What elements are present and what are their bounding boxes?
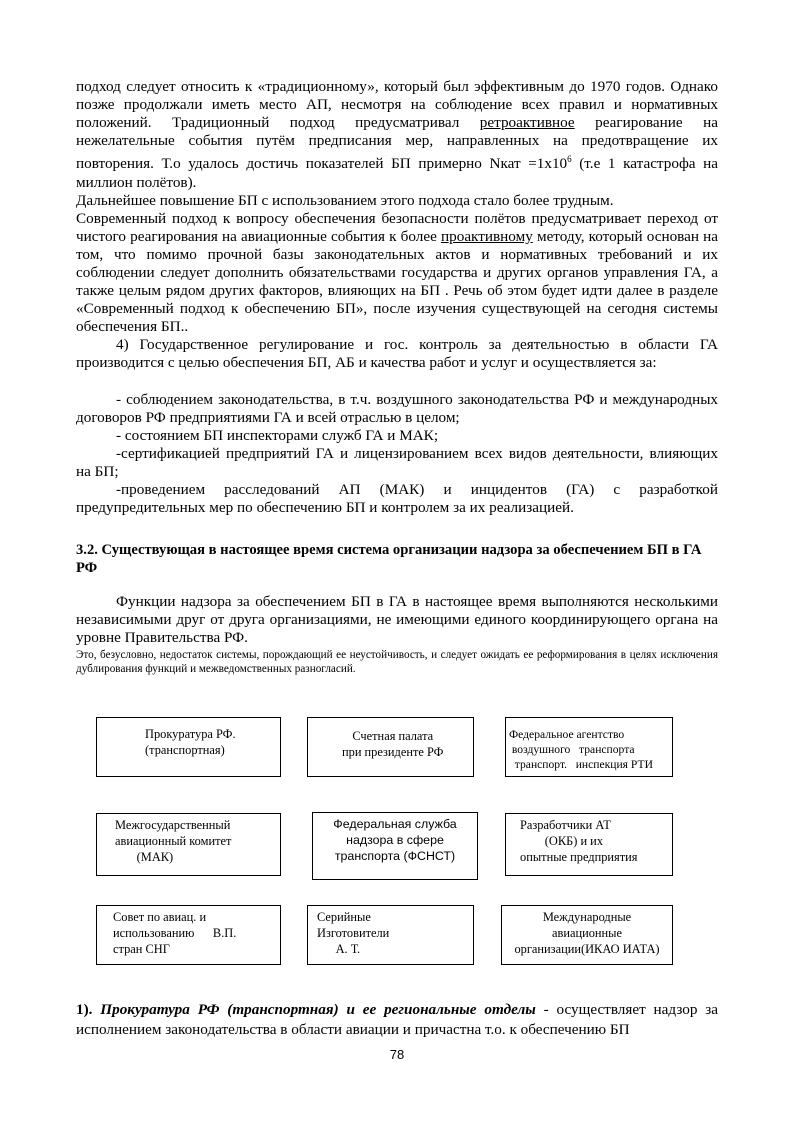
item-title: Прокуратура РФ (транспортная) и ее региональные отделы (100, 1001, 536, 1018)
diagram-box-mak (96, 813, 281, 876)
text: реагирование на нежелательные события путём предписания мер, направленных на предотвращение их повторения. Т.о удалось достичь показателей БП примерно Nкат =1x10 (76, 114, 718, 173)
list-item: - состоянием БП инспекторами служб ГА и МАК; (116, 426, 439, 444)
paragraph-supervision-functions: Функции надзора за обеспечением БП в ГА в настоящее время выполняются несколькими независимыми друг от друга организациями, не имеющими единого координирующего органа на уровне Правительства РФ. (76, 593, 718, 647)
underlined-term: ретроактивное (479, 114, 575, 132)
superscript: 6 (567, 154, 572, 165)
diagram-box-federal-agency (505, 717, 673, 777)
paragraph-traditional-approach (76, 78, 718, 192)
list-item: - соблюдением законодательства, в т.ч. воздушного законодательства РФ и международных договоров РФ предприятиями ГА и всей отраслью в целом; (76, 390, 718, 426)
diagram-box-cis-council (96, 905, 281, 965)
text: (т.е 1 катастрофа на миллион полётов). (76, 155, 718, 191)
paragraph-further-increase: Дальнейшее повышение БП с использованием этого подхода стало более трудным. (76, 191, 614, 209)
item-number: 1). (76, 1001, 93, 1018)
text: методу, который основан на том, что помимо прочной базы законодательных актов и нормативных требований и их соблюдении следует дополнить обязательствами государства и других органов управления ГА, а также целым рядом других факторов, влияющих на БП . Речь об этом будет идти далее в разделе «Современный подход к обеспечению БП», после изучения существующей на сегодня системы обеспечения БП.. (76, 227, 719, 336)
list-item: -сертификацией предприятий ГА и лицензированием всех видов деятельности, влияющих на БП; (76, 444, 718, 480)
box-label: Международные авиационные организации(ИКАО ИАТА) (514, 910, 660, 956)
text: подход следует относить к «традиционному», который был эффективным до 1970 годов. Однако позже продолжали иметь место АП, несмотря на соблюдение всех правил и нормативных положений. Традиционный подход предусматривал (76, 78, 718, 132)
page-number: 78 (389, 1047, 405, 1062)
box-label: Совет по авиац. и использованию В.П. стран СНГ (113, 910, 237, 956)
diagram-box-serial-manufacturers (307, 905, 474, 965)
document-body (76, 78, 718, 677)
diagram-box-accounts-chamber (307, 717, 474, 777)
diagram-box-fsnst (312, 812, 478, 880)
section-heading: 3.2. Существующая в настоящее время система организации надзора за обеспечением БП в ГА РФ (76, 542, 702, 577)
paragraph-modern-approach (76, 210, 718, 337)
diagram-box-prosecutor (96, 717, 281, 777)
text: - осуществляет надзор за исполнением законодательства в области авиации и причастна т.о. к обеспечению БП (76, 1001, 719, 1038)
paragraph-state-regulation: 4) Государственное регулирование и гос. контроль за деятельностью в области ГА производится с целью обеспечения БП, АБ и качества работ и услуг и осуществляется за: (76, 336, 718, 372)
box-label: Разработчики АТ (ОКБ) и их опытные предприятия (520, 818, 638, 864)
box-label: Прокуратура РФ. (транспортная) (145, 727, 236, 757)
paragraph-prosecutor (76, 1000, 718, 1040)
text: Современный подход к вопросу обеспечения безопасности полётов предусматривает переход от чистого реагирования на авиационные события к более (76, 209, 718, 245)
box-label: Серийные Изготовители А. Т. (317, 910, 390, 956)
box-label: Федеральная служба надзора в сфере транспорта (ФСНСТ) (333, 817, 457, 863)
diagram-box-developers (505, 813, 673, 876)
list-item: -проведением расследований АП (МАК) и инцидентов (ГА) с разработкой предупредительных мер по обеспечению БП и контролем за их реализацией. (76, 481, 718, 517)
diagram-box-international-orgs (501, 905, 673, 965)
box-label: Федеральное агентство воздушного транспорта транспорт. инспекция РТИ (509, 728, 653, 771)
box-label: Счетная палата при президенте РФ (342, 729, 444, 759)
box-label: Межгосударственный авиационный комитет (МАК) (115, 818, 232, 864)
paragraph-system-drawback: Это, безусловно, недостаток системы, порождающий ее неустойчивость, и следует ожидать ее реформирования в целях исключения дублирования функций и межведомственных разногласий. (76, 648, 718, 676)
underlined-term: проактивному (441, 227, 533, 245)
